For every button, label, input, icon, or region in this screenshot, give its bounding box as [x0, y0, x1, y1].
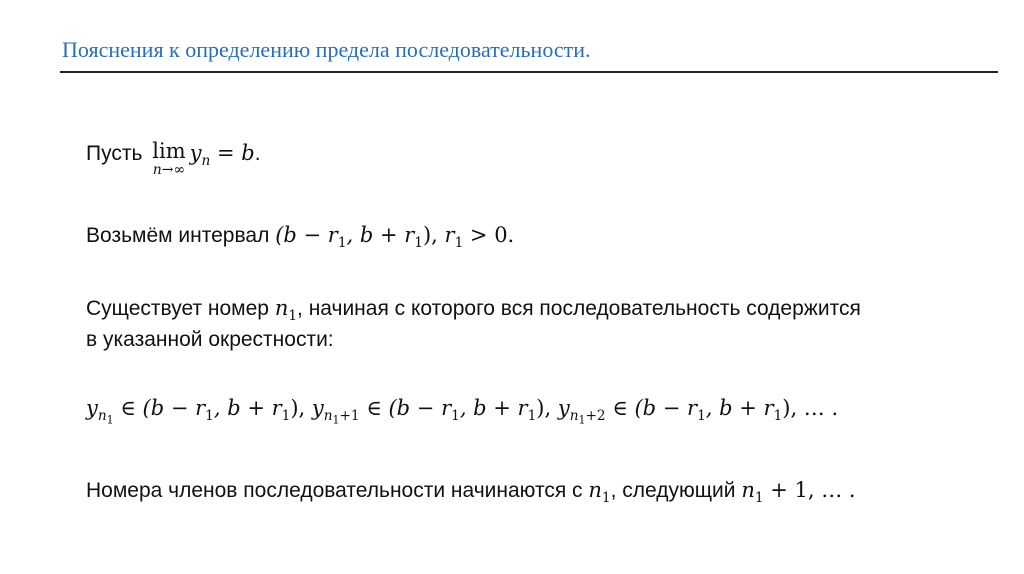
r-condition: > 0.: [463, 223, 515, 247]
y-symbol: y: [557, 396, 570, 420]
y-symbol: y: [189, 141, 202, 165]
n-subscript: 1: [601, 489, 611, 506]
subscript-plus-two: +2: [585, 407, 606, 424]
interval-open: ∈ (b − r: [359, 396, 452, 420]
r-subscript: 1: [281, 407, 291, 424]
interval-mid: , b + r: [213, 396, 282, 420]
interval-close: ),: [422, 223, 438, 247]
interval-sub-2: 1: [414, 234, 423, 251]
lim-operator: [152, 141, 185, 177]
numbering-part1: Номера членов последовательности начинаются с: [86, 479, 589, 502]
existence-statement-line2: [86, 327, 334, 352]
n-symbol: n: [274, 296, 289, 320]
existence-statement: [86, 296, 861, 324]
interval-prefix: Возьмём интервал: [86, 224, 270, 247]
limit-period: .: [254, 142, 261, 165]
interval-open: ∈ (b − r: [113, 396, 206, 420]
n-symbol: n: [569, 407, 579, 424]
interval-close: ),: [290, 396, 312, 420]
n-symbol-next: n: [741, 478, 755, 502]
r-subscript: 1: [205, 407, 214, 424]
n-symbol: n: [323, 407, 333, 424]
interval-close: ),: [782, 396, 804, 420]
n-subscript: 1: [288, 307, 298, 324]
n-symbol: n: [588, 478, 602, 502]
r-subscript: 1: [697, 407, 706, 424]
r-subscript: 1: [451, 407, 460, 424]
equals-b: = b: [210, 141, 255, 165]
interval-statement: [86, 223, 515, 251]
r-subscript: 1: [527, 407, 537, 424]
existence-line2: в указанной окрестности:: [86, 328, 334, 351]
interval-mid: , b + r: [705, 396, 774, 420]
n-subscript-next: 1: [754, 489, 764, 506]
slide-title: Пояснения к определению предела последовательности.: [62, 37, 591, 62]
subscript-plus-one: +1: [339, 407, 360, 424]
plus-one: + 1, … .: [763, 478, 856, 502]
interval-close: ),: [536, 396, 558, 420]
r-subscript: 1: [773, 407, 783, 424]
y-subscript: n: [201, 152, 211, 169]
membership-formula: [86, 396, 839, 427]
lim-subscript: n→∞: [152, 162, 186, 178]
interval-sub-1: 1: [337, 234, 347, 251]
interval-mid: , b + r: [346, 223, 415, 247]
numbering-part2: , следующий: [610, 479, 742, 502]
y-symbol: y: [86, 396, 98, 420]
n-subscript: 1: [106, 413, 114, 427]
n-subscript: 1: [578, 413, 586, 427]
ellipsis: … .: [803, 396, 839, 420]
title-divider: [60, 71, 998, 73]
r-subscript: 1: [454, 234, 464, 251]
r-symbol: r: [437, 223, 455, 247]
n-symbol: n: [97, 407, 107, 424]
numbering-statement: [86, 478, 856, 506]
interval-open: ∈ (b − r: [605, 396, 698, 420]
lim-word: lim: [152, 139, 186, 163]
existence-part2: , начиная с которого вся последовательность содержится: [297, 297, 861, 320]
n-subscript: 1: [332, 413, 340, 427]
interval-mid: , b + r: [459, 396, 528, 420]
y-symbol: y: [311, 396, 324, 420]
existence-part1: Существует номер: [86, 297, 275, 320]
limit-prefix: Пусть: [86, 142, 143, 165]
interval-open: (b − r: [275, 223, 338, 247]
limit-statement: [86, 141, 261, 177]
